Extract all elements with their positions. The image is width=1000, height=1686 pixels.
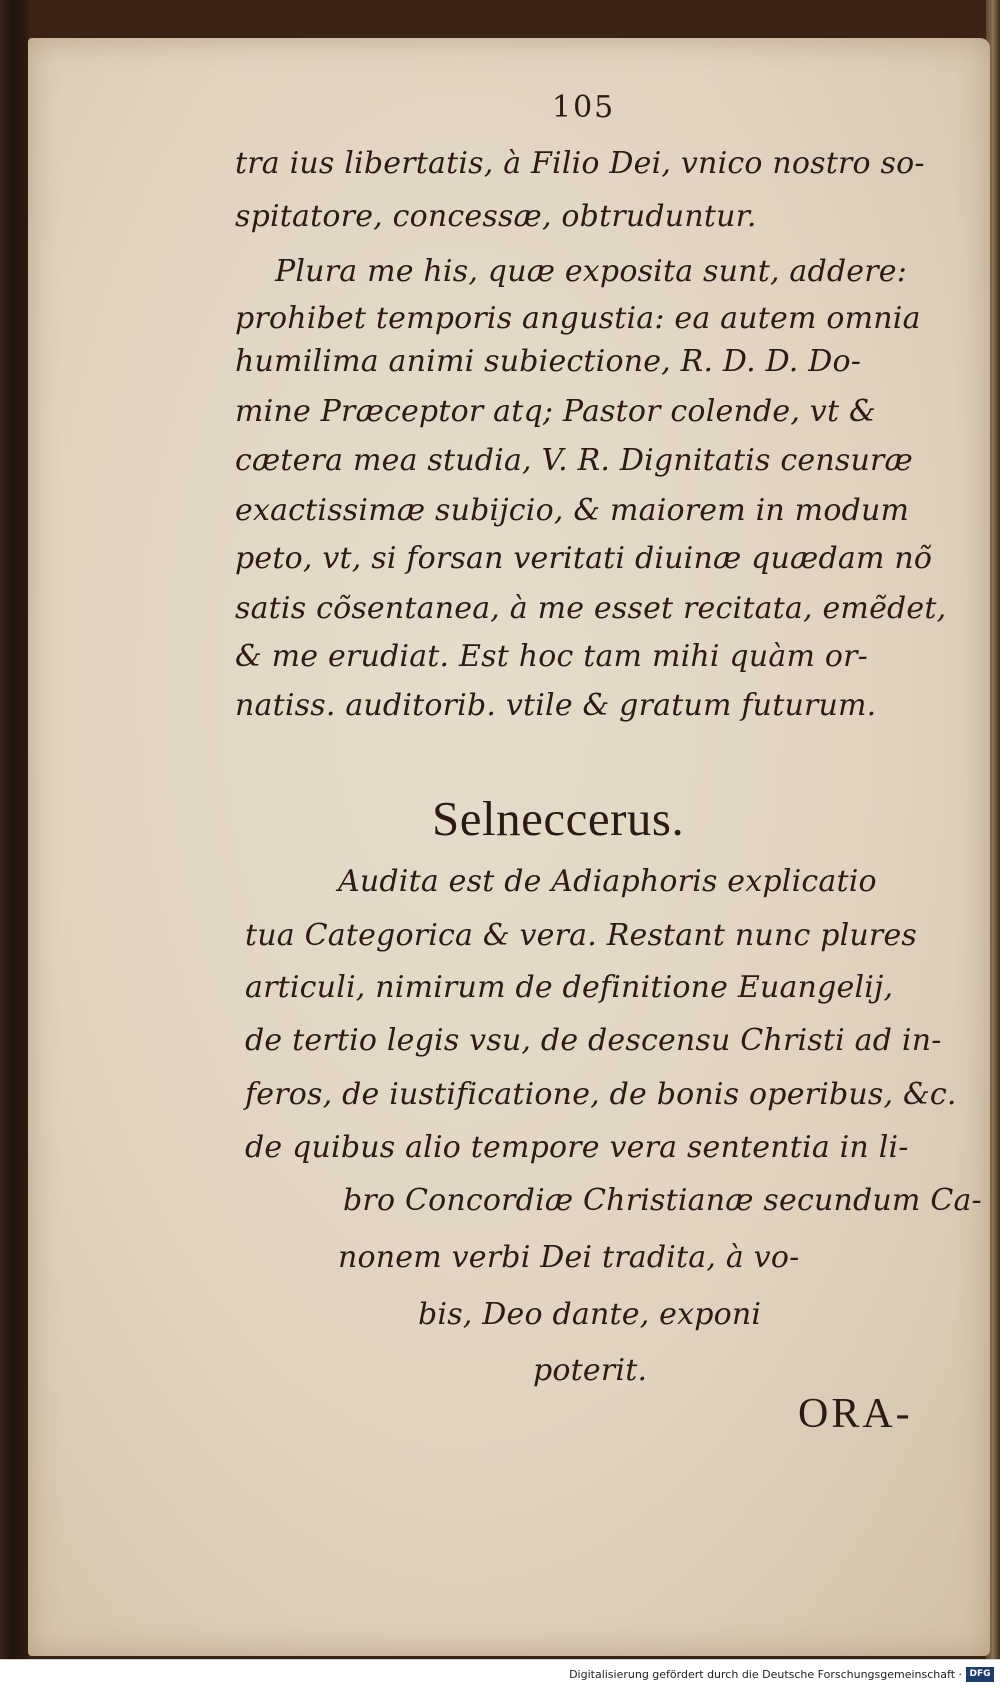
- text-line: de tertio legis vsu, de descensu Christi ad in-: [245, 1023, 942, 1058]
- text-line: spitatore, concessæ, obtruduntur.: [235, 199, 757, 234]
- text-line: exactissimæ subijcio, & maiorem in modum: [235, 493, 910, 528]
- text-line: bro Concordiæ Christianæ secundum Ca-: [343, 1183, 982, 1218]
- footer-credit: Digitalisierung gefördert durch die Deutsche Forschungsgemeinschaft ·: [569, 1668, 962, 1681]
- text-line: articuli, nimirum de definitione Euangelij,: [245, 970, 894, 1005]
- text-line: humilima animi subiectione, R. D. D. Do-: [235, 344, 862, 379]
- text-line: feros, de iustificatione, de bonis operibus, &c.: [245, 1077, 957, 1112]
- text-line: Audita est de Adiaphoris explicatio: [338, 864, 877, 899]
- footer-bar: [0, 1659, 1000, 1686]
- text-line: natiss. auditorib. vtile & gratum futurum.: [235, 688, 877, 723]
- text-line: tra ius libertatis, à Filio Dei, vnico nostro so-: [235, 146, 925, 181]
- page-number: 105: [552, 90, 616, 125]
- text-line: peto, vt, si forsan veritati diuinæ quædam nõ: [235, 541, 933, 576]
- text-line: nonem verbi Dei tradita, à vo-: [338, 1240, 800, 1275]
- text-line: Plura me his, quæ exposita sunt, addere:: [275, 254, 908, 289]
- text-line: satis cõsentanea, à me esset recitata, emẽdet,: [235, 591, 947, 626]
- text-line: bis, Deo dante, exponi: [418, 1297, 762, 1332]
- text-line: prohibet temporis angustia: ea autem omnia: [235, 301, 921, 336]
- section-heading: Selneccerus.: [432, 791, 685, 846]
- catchword: ORA-: [798, 1391, 913, 1437]
- text-line: de quibus alio tempore vera sententia in li-: [245, 1130, 909, 1165]
- text-line: cætera mea studia, V. R. Dignitatis censuræ: [235, 443, 913, 478]
- text-line: & me erudiat. Est hoc tam mihi quàm or-: [235, 639, 868, 674]
- text-line: tua Categorica & vera. Restant nunc plures: [245, 918, 918, 953]
- text-line: poterit.: [533, 1353, 648, 1388]
- dfg-logo: DFG: [966, 1667, 994, 1682]
- text-line: mine Præceptor atq; Pastor colende, vt &: [235, 394, 876, 429]
